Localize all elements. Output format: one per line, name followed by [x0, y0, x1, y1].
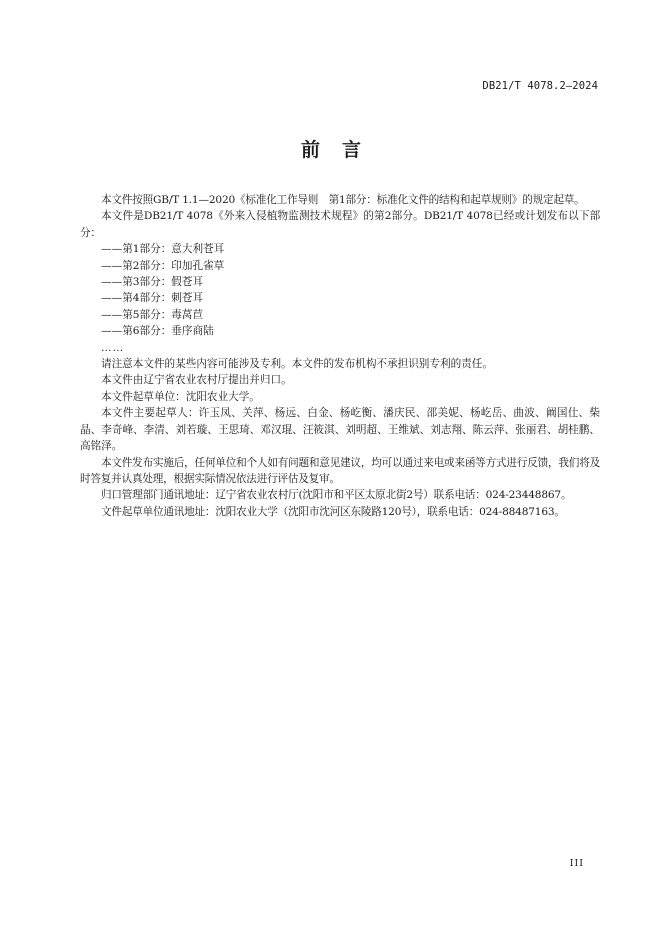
page-title	[0, 135, 662, 162]
list-item: ——第6部分：垂序商陆	[101, 325, 214, 338]
paragraph-proposer: 本文件由辽宁省农业农村厅提出并归口。	[101, 374, 292, 387]
paragraph-series-info: 本文件是DB21/T 4078《外来入侵植物监测技术规程》的第2部分。DB21/T 4078已经或计划发布以下部分：	[80, 210, 600, 239]
paragraph-drafting-unit: 本文件起草单位：沈阳农业大学。	[101, 390, 260, 403]
paragraph-drafting-basis: 本文件按照GB/T 1.1—2020《标准化工作导则 第1部分：标准化文件的结构和起草规则》的规定起草。	[101, 194, 585, 206]
paragraph-drafters: 本文件主要起草人：许玉凤、关萍、杨远、白金、杨屹衡、潘庆民、邵美妮、杨屹岳、曲波、阚国仕、柴晶、李奇峰、李清、刘若璇、王思琦、邓汉琨、汪筱淇、刘明超、王维斌、刘志翔、陈云萍、张丽君、胡桂鹏、高铭泽。	[80, 407, 600, 453]
preface-body	[80, 192, 600, 520]
document-code: DB21/T 4078.2—2024	[482, 80, 598, 92]
page-number: III	[569, 858, 584, 869]
paragraph-feedback: 本文件发布实施后，任何单位和个人如有问题和意见建议，均可以通过来电或来函等方式进行反馈，我们将及时答复并认真处理，根据实际情况依法进行评估及复审。	[80, 456, 600, 485]
list-item: ——第3部分：假苍耳	[101, 276, 204, 289]
list-item: ——第5部分：毒莴苣	[101, 308, 204, 321]
paragraph-drafter-address: 文件起草单位通讯地址：沈阳农业大学（沈阳市沈河区东陵路120号），联系电话：024-88487163。	[101, 505, 565, 518]
title-char-2: 言	[342, 139, 384, 161]
title-char-1: 前	[300, 139, 342, 161]
list-item: ——第1部分：意大利苍耳	[101, 243, 225, 256]
paragraph-authority-address: 归口管理部门通讯地址：辽宁省农业农村厅(沈阳市和平区太原北街2号）联系电话：024-23448867。	[101, 489, 572, 502]
list-item: ——第4部分：刺苍耳	[101, 292, 204, 305]
paragraph-patent-notice: 请注意本文件的某些内容可能涉及专利。本文件的发布机构不承担识别专利的责任。	[101, 358, 493, 371]
list-ellipsis: ……	[101, 341, 125, 354]
list-item: ——第2部分：印加孔雀草	[101, 259, 225, 272]
